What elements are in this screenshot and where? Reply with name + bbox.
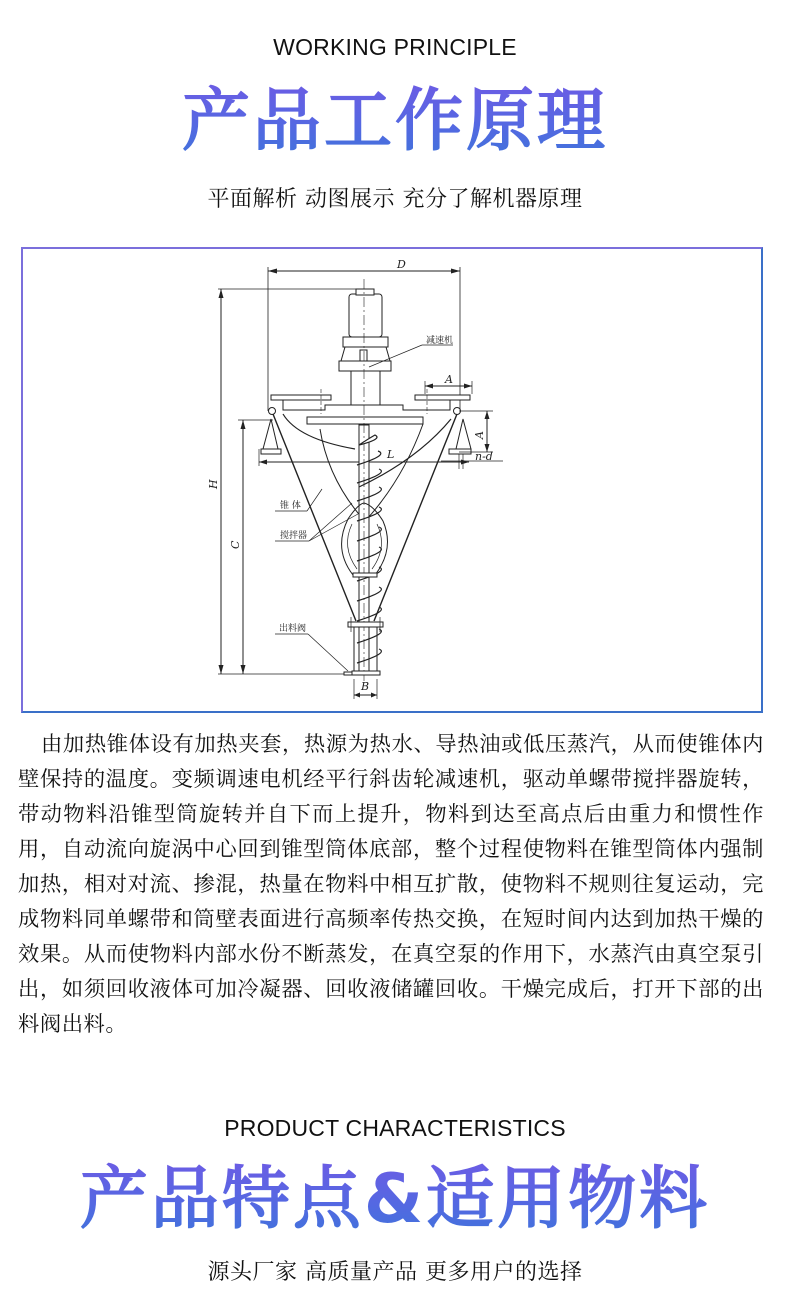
dim-b-label: B: [361, 680, 370, 693]
discharge-valve-label: 出料阀: [279, 624, 307, 634]
dim-d-label: D: [397, 258, 406, 271]
features-materials-title: 产品特点&适用物料: [0, 1160, 790, 1240]
principle-diagram-frame: [21, 247, 763, 713]
dim-a-top-label: A: [445, 373, 453, 386]
working-principle-description: 由加热锥体设有加热夹套，热源为热水、导热油或低压蒸汽，从而使锥体内壁保持的温度。变频调速电机经平行斜齿轮减速机，驱动单螺带搅拌器旋转，带动物料沿锥型筒旋转并自下而上提升，物料到达至高点后由重力和惯性作用，自动流向旋涡中心回到锥型筒体底部，整个过程使物料在锥型筒体内强制加热，相对对流、掺混，热量在物料中相互扩散，使物料不规则往复运动，完成物料同单螺带和筒壁表面进行高频率传热交换，在短时间内达到加热干燥的效果。从而使物料内部水份不断蒸发，在真空泵的作用下，水蒸汽由真空泵引出，如须回收液体可加冷凝器、回收液储罐回收。干燥完成后，打开下部的出料阀出料。: [18, 732, 764, 1037]
features-subtitle: 源头厂家 高质量产品 更多用户的选择: [207, 1260, 583, 1285]
dim-a-side-label: A: [473, 431, 486, 439]
reducer-label: 减速机: [426, 336, 454, 346]
dim-nd-label: n-d: [475, 450, 493, 463]
working-principle-heading: WORKING PRINCIPLE: [273, 34, 517, 60]
cone-body-label: 锥 体: [280, 501, 301, 511]
agitator-label: 搅拌器: [280, 531, 308, 541]
product-characteristics-heading: PRODUCT CHARACTERISTICS: [224, 1115, 566, 1141]
conical-dryer-diagram: [23, 249, 761, 711]
principle-subtitle: 平面解析 动图展示 充分了解机器原理: [207, 187, 583, 212]
dim-l-label: L: [387, 448, 395, 461]
dim-c-label: C: [229, 540, 242, 549]
dim-h-label: H: [207, 479, 220, 489]
product-principle-title: 产品工作原理: [0, 82, 790, 162]
